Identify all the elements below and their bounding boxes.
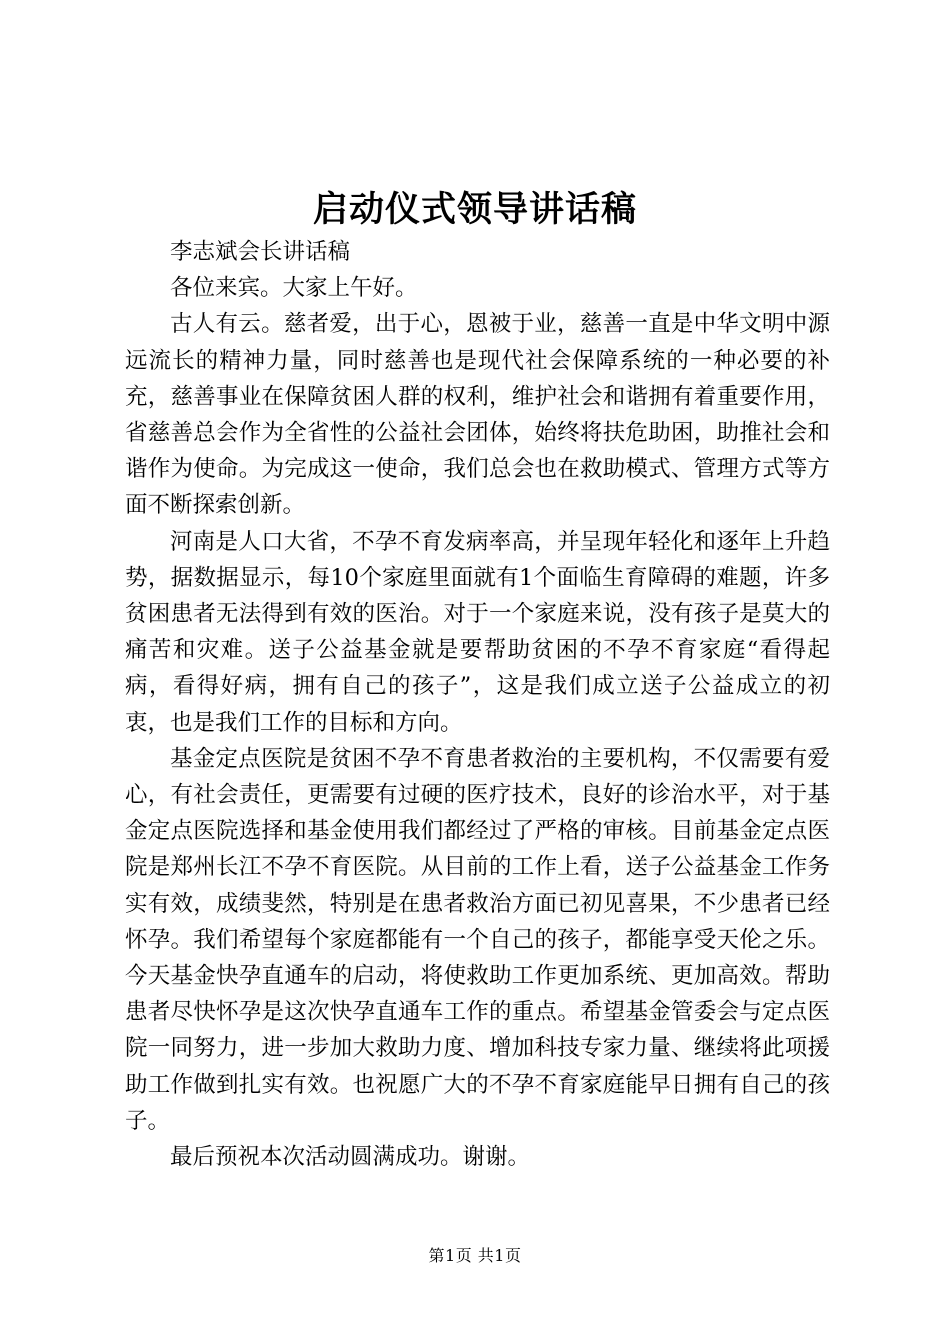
greeting-paragraph: 各位来宾。大家上午好。 [170,275,418,302]
body-paragraph: 古人有云。慈者爱，出于心，恩被于业，慈善一直是中华文明中源远流长的精神力量，同时慈善也是现代社会保障系统的一种必要的补充，慈善事业在保障贫困人群的权利，维护社会和谐拥有着重要作用，省慈善总会作为全省性的公益社会团体，始终将扶危助困，助推社会和谐作为使命。为完成这一使命，我们总会也在救助模式、管理方式等方面不断探索创新。 [125,311,830,519]
document-title: 启动仪式领导讲话稿 [312,190,637,230]
speaker-line: 李志斌会长讲话稿 [170,239,351,265]
page-footer: 第1页 共1页 [428,1246,522,1265]
body-paragraph: 基金定点医院是贫困不孕不育患者救治的主要机构，不仅需要有爱心，有社会责任，更需要有过硬的医疗技术，良好的诊治水平，对于基金定点医院选择和基金使用我们都经过了严格的审核。目前基金定点医院是郑州长江不孕不育医院。从目前的工作上看，送子公益基金工作务实有效，成绩斐然，特别是在患者救治方面已初见喜果，不少患者已经怀孕。我们希望每个家庭都能有一个自己的孩子，都能享受天伦之乐。今天基金快孕直通车的启动，将使救助工作更加系统、更加高效。帮助患者尽快怀孕是这次快孕直通车工作的重点。希望基金管委会与定点医院一同努力，进一步加大救助力度、增加科技专家力量、继续将此项援助工作做到扎实有效。也祝愿广大的不孕不育家庭能早日拥有自己的孩子。 [125,745,830,1134]
document-body [125,234,830,1175]
closing-paragraph: 最后预祝本次活动圆满成功。谢谢。 [170,1144,531,1171]
body-paragraph: 河南是人口大省，不孕不育发病率高，并呈现年轻化和逐年上升趋势，据数据显示，每10个家庭里面就有1个面临生育障碍的难题，许多贫困患者无法得到有效的医治。对于一个家庭来说，没有孩子是莫大的痛苦和灾难。送子公益基金就是要帮助贫困的不孕不育家庭“看得起病，看得好病，拥有自己的孩子”，这是我们成立送子公益成立的初衷，也是我们工作的目标和方向。 [125,528,830,736]
